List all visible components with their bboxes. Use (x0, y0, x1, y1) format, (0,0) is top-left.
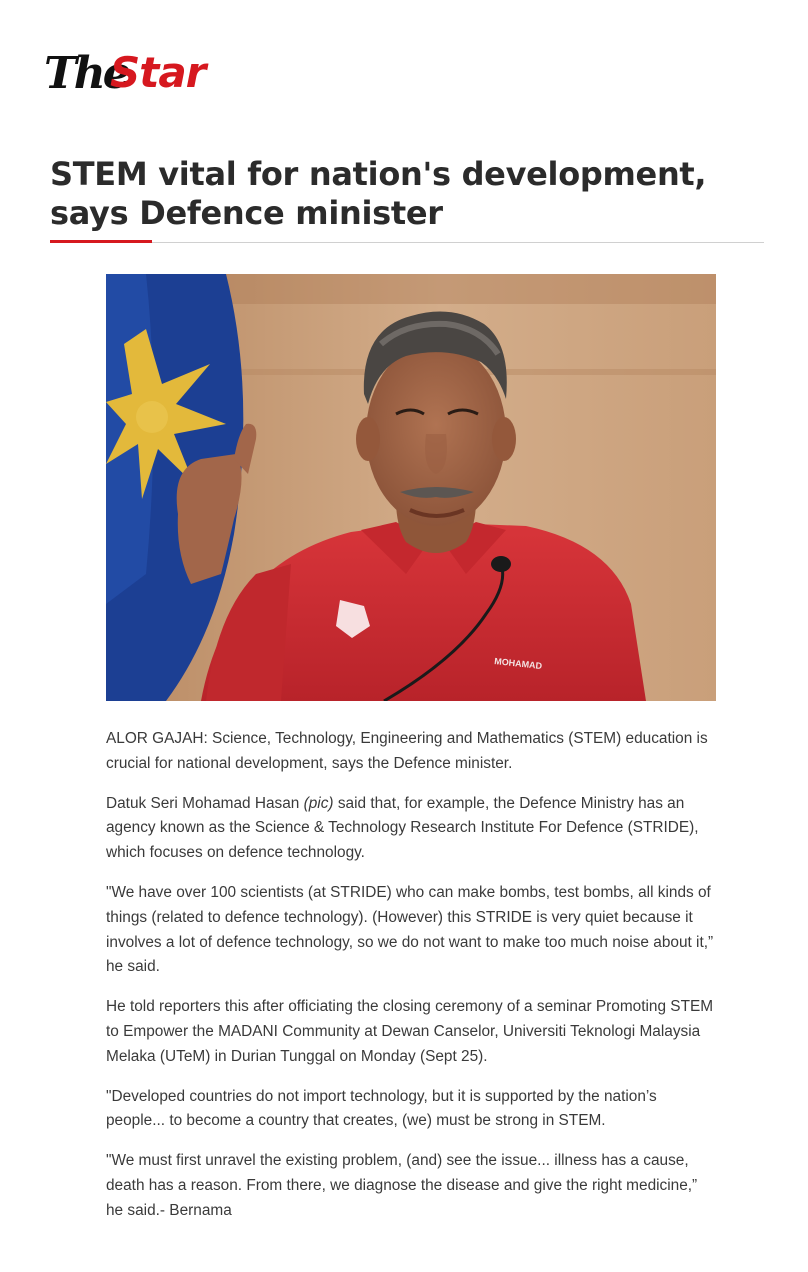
article-photo (106, 274, 716, 701)
headline-divider-accent (50, 240, 152, 243)
article-paragraph: ALOR GAJAH: Science, Technology, Engineering and Mathematics (STEM) education is crucial for national development, says the Defence minister. (106, 730, 708, 772)
article-paragraph: "We have over 100 scientists (at STRIDE) who can make bombs, test bombs, all kinds of things (related to defence technology). (However) this STRIDE is very quiet because it involves a lot of defence technology, so we do not want to make too much noise about it,” he said. (106, 883, 714, 976)
article-paragraph: "Developed countries do not import technology, but it is supported by the nation’s people... to become a country that creates, (we) must be strong in STEM. (106, 1087, 657, 1130)
paragraph-text: Datuk Seri Mohamad Hasan (106, 794, 304, 812)
photo-shirt-label: MOHAMAD (493, 656, 543, 672)
article-paragraph: "We must first unravel the existing problem, (and) see the issue... illness has a cause, death has a reason. From there, we diagnose the disease and give the right medicine,” he said.- Bernama (106, 1152, 698, 1219)
headline-divider (50, 242, 764, 243)
article-paragraph: He told reporters this after officiating the closing ceremony of a seminar Promoting STEM to Empower the MADANI Community at Dewan Canselor, Universiti Teknologi Malaysia Melaka (UTeM) in Durian Tunggal on Monday (Sept 25). (106, 998, 714, 1065)
article-headline: STEM vital for nation's development, says Defence minister (50, 155, 707, 232)
paragraph-text: said that, for example, the Defence Ministry has an agency known as the Science & Technology Research Institute For Defence (STRIDE), which focuses on defence technology. (106, 794, 699, 862)
article-paragraph (106, 792, 718, 866)
site-logo[interactable] (44, 50, 214, 110)
logo-star-text: Star (110, 48, 206, 97)
article-body (106, 727, 718, 1239)
pic-reference: (pic) (303, 794, 334, 812)
logo-the-text: The (44, 48, 128, 99)
